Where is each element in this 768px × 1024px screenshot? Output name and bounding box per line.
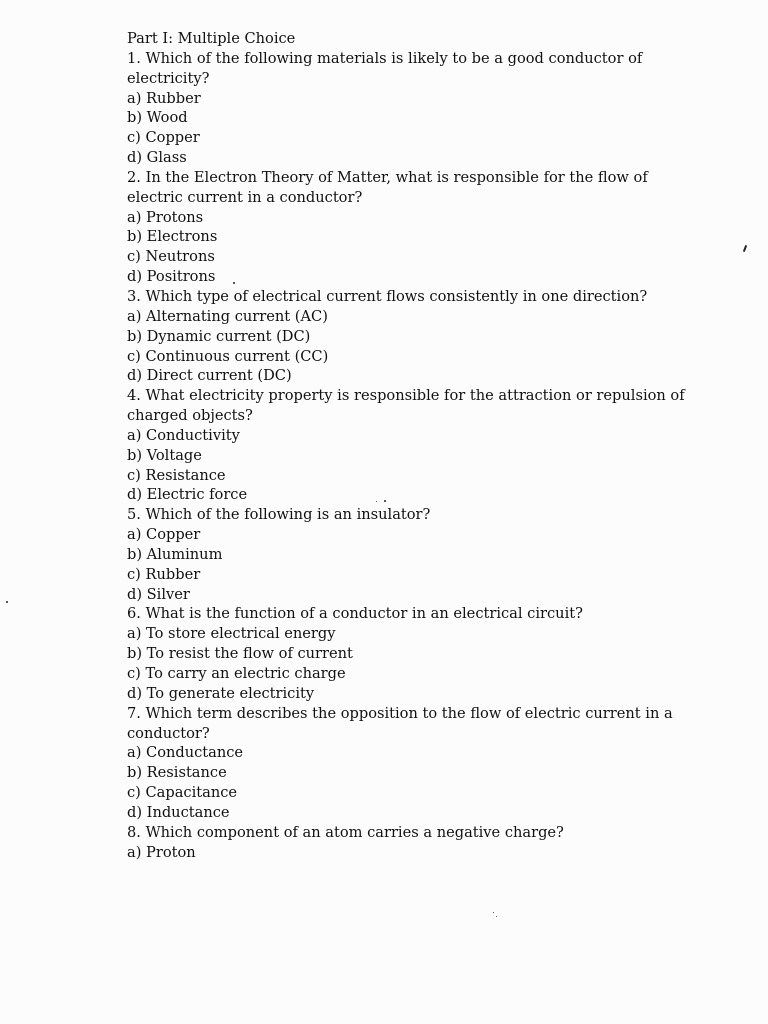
question-1-line-2: electricity? [127, 69, 210, 87]
question-8-line-1: 8. Which component of an atom carries a negative charge? [127, 823, 564, 841]
question-6-option-a: a) To store electrical energy [127, 625, 336, 643]
question-7-option-a: a) Conductance [127, 744, 244, 762]
question-5-option-d: d) Silver [127, 585, 190, 603]
question-1-option-d: d) Glass [127, 149, 187, 167]
question-3-line-1: 3. Which type of electrical current flows consistently in one direction? [127, 287, 648, 305]
question-3-option-b: b) Dynamic current (DC) [127, 327, 311, 345]
quiz-content [127, 29, 685, 862]
question-7-option-d: d) Inductance [127, 803, 230, 821]
question-4-option-a: a) Conductivity [127, 426, 240, 444]
question-6-option-b: b) To resist the flow of current [127, 645, 353, 663]
question-4-option-c: c) Resistance [127, 466, 226, 484]
question-1-option-c: c) Copper [127, 129, 200, 147]
scan-speck [6, 601, 8, 603]
question-2-option-a: a) Protons [127, 208, 204, 226]
question-5-option-b: b) Aluminum [127, 545, 223, 563]
scan-speck [496, 916, 497, 917]
question-5-line-1: 5. Which of the following is an insulator? [127, 506, 431, 524]
question-3-option-d: d) Direct current (DC) [127, 367, 292, 385]
question-1-option-a: a) Rubber [127, 89, 201, 107]
question-6-line-1: 6. What is the function of a conductor in an electrical circuit? [127, 605, 583, 623]
question-5-option-a: a) Copper [127, 526, 201, 544]
question-7-line-1: 7. Which term describes the opposition to the flow of electric current in a [127, 704, 673, 722]
question-7-option-b: b) Resistance [127, 764, 227, 782]
question-1-line-1: 1. Which of the following materials is likely to be a good conductor of [127, 49, 643, 67]
question-2-option-b: b) Electrons [127, 228, 218, 246]
question-2-line-2: electric current in a conductor? [127, 188, 363, 206]
question-7-line-2: conductor? [127, 724, 210, 742]
question-3-option-a: a) Alternating current (AC) [127, 307, 328, 325]
question-6-option-c: c) To carry an electric charge [127, 665, 346, 682]
question-4-line-1: 4. What electricity property is responsible for the attraction or repulsion of [127, 387, 685, 405]
question-5-option-c: c) Rubber [127, 565, 201, 583]
question-3-option-c: c) Continuous current (CC) [127, 347, 329, 365]
question-8-option-a: a) Proton [127, 843, 196, 861]
scan-speck [493, 912, 494, 913]
scan-speck [384, 500, 386, 502]
scan-speck [233, 282, 235, 284]
question-7-option-c: c) Capacitance [127, 784, 238, 802]
question-2-option-c: c) Neutrons [127, 248, 215, 266]
question-4-option-d: d) Electric force [127, 486, 248, 504]
question-6-option-d: d) To generate electricity [127, 684, 315, 702]
question-4-line-2: charged objects? [127, 407, 253, 425]
section-heading: Part I: Multiple Choice [127, 30, 296, 47]
question-4-option-b: b) Voltage [127, 446, 202, 464]
question-2-line-1: 2. In the Electron Theory of Matter, what is responsible for the flow of [127, 168, 648, 186]
scan-mark [743, 245, 747, 252]
question-2-option-d: d) Positrons [127, 268, 216, 286]
question-1-option-b: b) Wood [127, 109, 188, 127]
scan-speck [376, 501, 377, 502]
